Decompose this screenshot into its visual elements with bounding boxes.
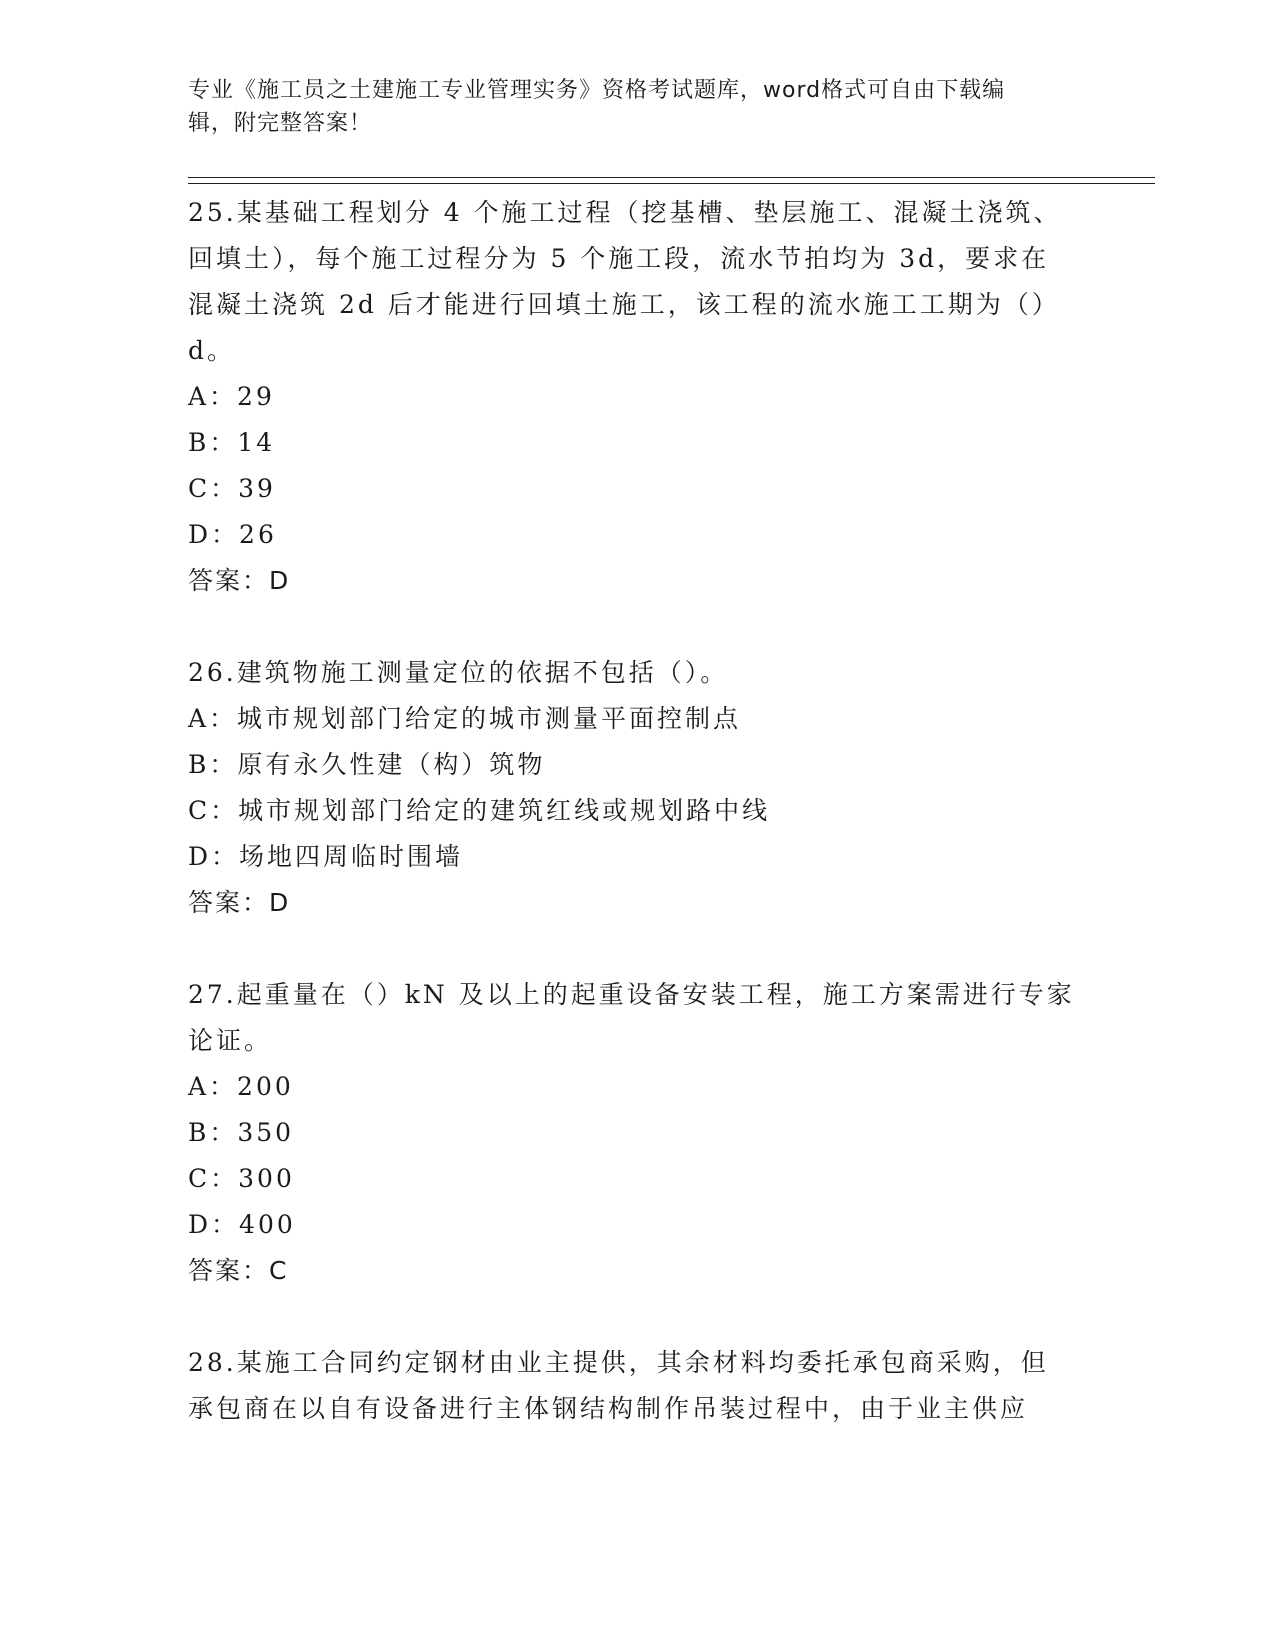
question-list bbox=[188, 190, 1078, 1432]
question-stem-line: 论证。 bbox=[188, 1026, 273, 1055]
option-d: D：场地四周临时围墙 bbox=[188, 842, 464, 871]
option-a: A：200 bbox=[188, 1072, 294, 1101]
header-line-1: 专业《施工员之土建施工专业管理实务》资格考试题库，word格式可自由下载编 bbox=[188, 78, 1006, 103]
answer-line: 答案：D bbox=[188, 888, 291, 917]
question-25 bbox=[188, 190, 1078, 604]
option-b: B：原有永久性建（构）筑物 bbox=[188, 750, 546, 779]
question-stem-line: 28.某施工合同约定钢材由业主提供，其余材料均委托承包商采购，但 bbox=[188, 1348, 1049, 1377]
option-b: B：14 bbox=[188, 428, 276, 457]
header-line-2: 辑，附完整答案！ bbox=[188, 111, 373, 136]
answer-line: 答案：C bbox=[188, 1256, 289, 1285]
question-26 bbox=[188, 650, 1078, 926]
option-c: C：300 bbox=[188, 1164, 295, 1193]
option-a: A：29 bbox=[188, 382, 275, 411]
document-header bbox=[188, 74, 1068, 140]
question-27 bbox=[188, 972, 1078, 1294]
question-28 bbox=[188, 1340, 1078, 1432]
question-stem-line: 27.起重量在（）kN 及以上的起重设备安装工程，施工方案需进行专家 bbox=[188, 980, 1075, 1009]
question-stem-line: 回填土），每个施工过程分为 5 个施工段，流水节拍均为 3d，要求在 bbox=[188, 244, 1050, 273]
option-c: C：39 bbox=[188, 474, 276, 503]
option-a: A：城市规划部门给定的城市测量平面控制点 bbox=[188, 704, 742, 733]
option-c: C：城市规划部门给定的建筑红线或规划路中线 bbox=[188, 796, 771, 825]
answer-line: 答案：D bbox=[188, 566, 291, 595]
question-stem-line: d。 bbox=[188, 336, 236, 365]
question-spacer bbox=[188, 926, 1078, 972]
question-stem-line: 混凝土浇筑 2d 后才能进行回填土施工，该工程的流水施工工期为（） bbox=[188, 290, 1060, 319]
header-divider-bottom bbox=[188, 183, 1155, 184]
question-spacer bbox=[188, 1294, 1078, 1340]
option-d: D：400 bbox=[188, 1210, 296, 1239]
question-stem-line: 25.某基础工程划分 4 个施工过程（挖基槽、垫层施工、混凝土浇筑、 bbox=[188, 198, 1062, 227]
option-b: B：350 bbox=[188, 1118, 295, 1147]
question-stem-line: 26.建筑物施工测量定位的依据不包括（）。 bbox=[188, 658, 729, 687]
question-stem-line: 承包商在以自有设备进行主体钢结构制作吊装过程中，由于业主供应 bbox=[188, 1394, 1029, 1423]
header-divider-top bbox=[188, 177, 1155, 178]
option-d: D：26 bbox=[188, 520, 277, 549]
question-spacer bbox=[188, 604, 1078, 650]
